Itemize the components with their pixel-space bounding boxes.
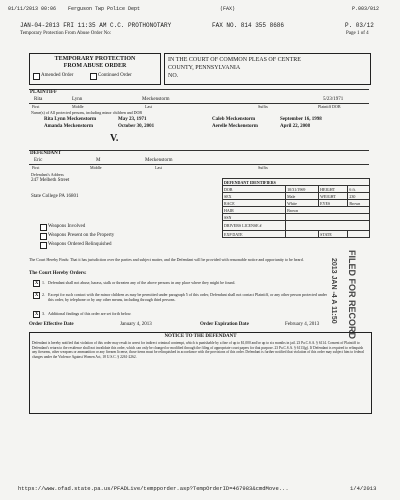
fax-source: Ferguson Twp Police Dept <box>68 6 141 12</box>
label-middle: Middle <box>72 104 84 109</box>
court-box <box>164 53 371 85</box>
ident-key: WEIGHT <box>319 193 348 200</box>
label-last: Last <box>145 104 152 109</box>
plaintiff-dob: 5/23/1971 <box>323 97 344 102</box>
plaintiff-header: PLAINTIFF <box>30 90 57 95</box>
order-1-checkbox[interactable]: X <box>34 281 39 286</box>
ident-value: 230 <box>348 193 370 200</box>
weapons-relinquished-checkbox[interactable] <box>40 242 47 249</box>
order-type-box <box>29 53 161 85</box>
weapons-present-label: Weapons Present on the Property <box>48 233 115 238</box>
ident-value: Brown <box>348 200 370 207</box>
ident-value: Male <box>286 193 319 200</box>
label-suffix: Suffix <box>258 104 268 109</box>
court-line-2: COUNTY, PENNSYLVANIA <box>168 65 241 71</box>
defendant-address-1: 247 Melbeth Street <box>31 178 70 183</box>
ident-key: DRIVERS LICENSE # <box>223 221 286 231</box>
ident-key: HAIR <box>223 207 286 214</box>
defendant-name-line <box>29 164 369 165</box>
ident-key: RACE <box>223 200 286 207</box>
defendant-identifiers-table <box>222 178 370 238</box>
label-first: First <box>32 104 40 109</box>
ident-value <box>286 221 370 231</box>
ident-key: EYES <box>319 200 348 207</box>
protected-person-name: Rita Lynn Meckenstorm <box>44 117 97 122</box>
amended-checkbox[interactable] <box>33 73 40 80</box>
doc-fax-no: FAX NO. 814 355 8686 <box>212 22 285 29</box>
defendant-address-2: State College PA 16801 <box>31 194 79 199</box>
expiration-date-value: February 4, 2013 <box>285 322 320 327</box>
filed-stamp-date: 2013 JAN -4 A 11:50 <box>330 258 337 324</box>
order-2-checkbox[interactable]: X <box>34 293 39 298</box>
weapons-present-checkbox[interactable] <box>40 233 47 240</box>
ident-value: 6 ft. <box>348 186 370 193</box>
label-suffix: Suffix <box>258 165 268 170</box>
continued-checkbox[interactable] <box>90 73 97 80</box>
effective-date-label: Order Effective Date <box>29 322 74 327</box>
label-plaintiff-dob: Plaintiff DOB <box>318 104 341 109</box>
ident-value: 10/31/1969 <box>286 186 319 193</box>
defendant-middle: M <box>96 158 101 163</box>
continued-label: Continued Order <box>98 73 132 78</box>
protected-person-dob: April 22, 2008 <box>280 124 311 129</box>
plaintiff-middle: Lynn <box>72 97 83 102</box>
fax-datetime: 01/11/2013 00:06 <box>8 6 57 12</box>
filed-stamp: FILED FOR RECORD <box>347 250 357 339</box>
ident-key: SEX <box>223 193 286 200</box>
court-findings: The Court Hereby Finds: That it has jurisdiction over the parties and subject matter, and the Defendant will be provided with reasonable notice and opportunity to be heard. <box>29 257 304 262</box>
fax-page: P.003/012 <box>352 6 380 12</box>
order-text: Except for such contact with the minor children as may be permitted under paragraph 5 of this order, Defendant shall not contact Plaintiff, or any other person protected under this order, by telephone or by any other means, including through third persons. <box>48 292 328 302</box>
ident-key: STATE <box>319 231 348 238</box>
label-middle: Middle <box>90 165 102 170</box>
doc-header-line: JAN-04-2013 FRI 11:35 AM C.C. PROTHONOTARY <box>20 22 172 29</box>
footer-date: 1/4/2013 <box>350 485 377 492</box>
versus: V. <box>110 133 119 144</box>
order-number: 1. <box>42 280 45 285</box>
defendant-divider <box>29 150 369 151</box>
effective-date-value: January 4, 2013 <box>120 322 152 327</box>
fax-label: (FAX) <box>220 6 236 12</box>
ident-value: Brown <box>286 207 370 214</box>
orders-label: The Court Hereby Orders: <box>29 271 87 276</box>
expiration-date-label: Order Expiration Date <box>200 322 249 327</box>
doc-page-number: P. 03/12 <box>345 22 374 29</box>
ident-key: HEIGHT <box>319 186 348 193</box>
weapons-relinquished-label: Weapons Ordered Relinquished <box>48 242 112 247</box>
order-title-1: TEMPORARY PROTECTION <box>54 56 136 62</box>
plaintiff-divider <box>29 89 369 90</box>
protected-person-dob: September 16, 1998 <box>280 117 322 122</box>
ident-value <box>286 231 319 238</box>
doc-title-line: Temporary Protection From Abuse Order No: <box>20 31 112 36</box>
court-no: NO. <box>168 73 179 79</box>
identifiers-header: DEFENDANT IDENTIFIERS <box>223 179 370 186</box>
label-first: First <box>32 165 40 170</box>
defendant-header: DEFENDANT <box>30 151 62 156</box>
order-text: Defendant shall not abuse, harass, stalk or threaten any of the above persons in any place where they might be found. <box>48 280 236 285</box>
protected-person-dob: October 30, 2001 <box>118 124 155 129</box>
court-line-1: IN THE COURT OF COMMON PLEAS OF CENTRE <box>168 57 301 63</box>
protected-person-dob: May 23, 1971 <box>118 117 147 122</box>
weapons-involved-checkbox[interactable] <box>40 224 47 231</box>
notice-title: NOTICE TO THE DEFENDANT <box>164 334 237 339</box>
order-3-checkbox[interactable]: X <box>34 312 39 317</box>
ident-key: DOB <box>223 186 286 193</box>
order-number: 3. <box>42 311 45 316</box>
label-last: Last <box>155 165 162 170</box>
notice-text: Defendant is hereby notified that violation of this order may result in arrest for indirect criminal contempt, which is punishable by a fine of up to $1,000 and/or up to six months in jail. 23 Pa.C.S.A. § 6114. Consent of Plaintiff to Defendant's return to the residence shall not invalidate this order, which can only be changed or modified through the filing of appropriate court papers for that purpose. 23 Pa.C.S.A. § 6113(g). If Defendant is required to relinquish any firearms, other weapons or ammunition or any firearm license, those items must be relinquished in accordance with the provisions of this order. Defendant is further notified that violation of this order may subject him to federal charges under the Violence Against Women Act, 18 U.S.C. § 2261-2262. <box>32 341 365 359</box>
defendant-last: Meckenstorm <box>145 158 173 163</box>
ident-value <box>348 231 370 238</box>
protected-person-name: Aerelle Meckenstorm <box>212 124 258 129</box>
notice-box <box>29 332 372 414</box>
ident-key: SSN <box>223 214 286 221</box>
defendant-first: Eric <box>34 158 43 163</box>
defendant-address-label: Defendant's Address <box>31 172 64 177</box>
protected-person-name: Caleb Meckenstorm <box>212 117 256 122</box>
amended-label: Amended Order <box>41 73 74 78</box>
plaintiff-last: Meckenstorm <box>142 97 170 102</box>
weapons-involved-label: Weapons Involved <box>48 224 86 229</box>
order-number: 2. <box>42 292 45 297</box>
footer-url[interactable]: https://www.ofad.state.pa.us/PFADLive/tempporder.asp?TempOrderID=467983&cmdMove... <box>18 485 289 492</box>
doc-page-of: Page 1 of 4 <box>346 31 369 36</box>
order-text: Additional findings of this order are set forth below. <box>48 311 132 316</box>
order-title-2: FROM ABUSE ORDER <box>63 63 127 69</box>
protected-person-name: Amanda Meckenstorm <box>44 124 94 129</box>
ident-value: White <box>286 200 319 207</box>
protected-persons-label: Name(s) of All protected persons, including minor children and DOB <box>31 110 143 115</box>
ident-value <box>286 214 370 221</box>
ident-key: EXP DATE <box>223 231 286 238</box>
plaintiff-first: Rita <box>34 97 43 102</box>
